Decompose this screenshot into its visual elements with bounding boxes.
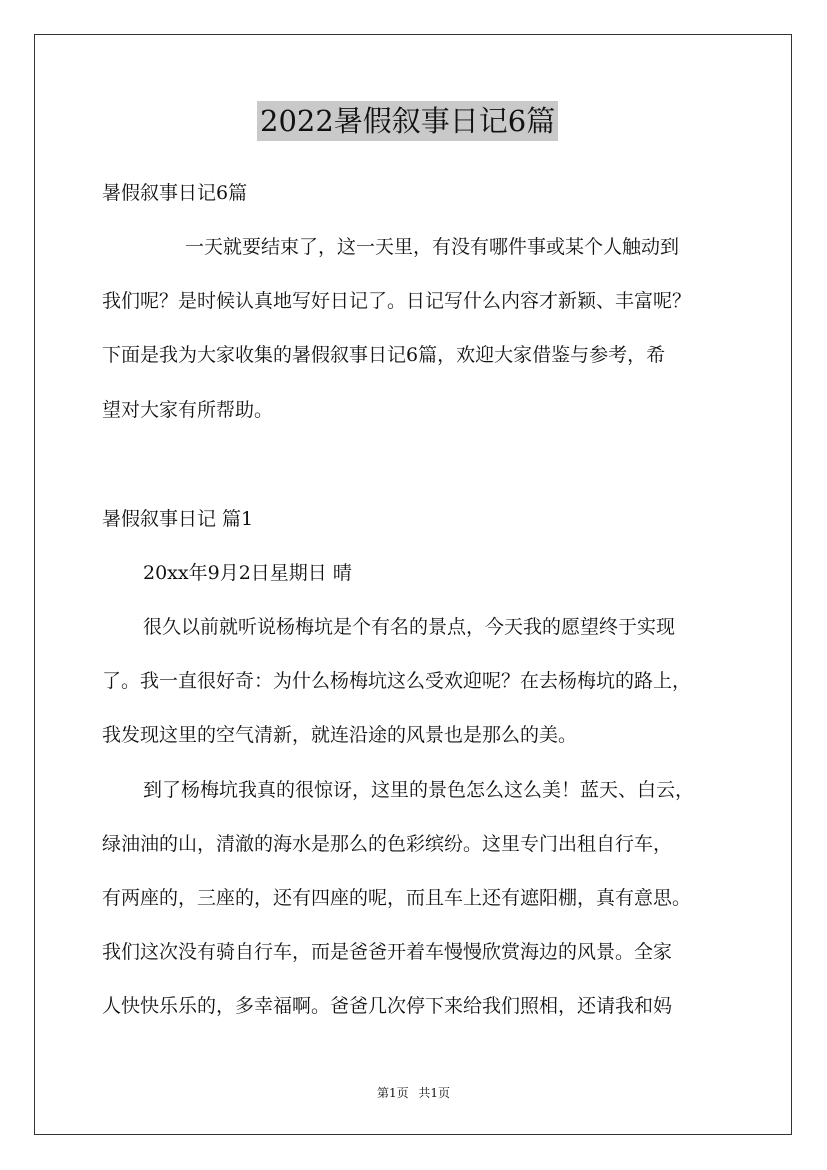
document-title: 2022暑假叙事日记6篇 (257, 101, 558, 141)
paragraph1-line-1: 很久以前就听说杨梅坑是个有名的景点，今天我的愿望终于实现 (143, 616, 676, 638)
paragraph1-line-2: 了。我一直很好奇：为什么杨梅坑这么受欢迎呢？在去杨梅坑的路上， (102, 670, 692, 692)
paragraph2-line-4: 我们这次没有骑自行车，而是爸爸开着车慢慢欣赏海边的风景。全家 (102, 941, 673, 963)
paragraph2-line-3: 有两座的，三座的，还有四座的呢，而且车上还有遮阳棚，真有意思。 (102, 887, 692, 909)
section-heading: 暑假叙事日记 篇1 (102, 508, 254, 530)
intro-line-3: 下面是我为大家收集的暑假叙事日记6篇，欢迎大家借鉴与参考，希 (102, 344, 666, 366)
intro-line-2: 我们呢？是时候认真地写好日记了。日记写什么内容才新颖、丰富呢？ (102, 290, 692, 312)
intro-line-1: 一天就要结束了，这一天里，有没有哪件事或某个人触动到 (185, 236, 680, 258)
paragraph2-line-1: 到了杨梅坑我真的很惊讶，这里的景色怎么这么美！蓝天、白云， (143, 779, 695, 801)
document-subtitle: 暑假叙事日记6篇 (102, 182, 248, 204)
paragraph1-line-3: 我发现这里的空气清新，就连沿途的风景也是那么的美。 (102, 724, 578, 746)
page-footer (0, 1084, 827, 1101)
date-line: 20xx年9月2日星期日 晴 (143, 562, 352, 584)
page-number: 第1页 (376, 1086, 409, 1100)
paragraph2-line-2: 绿油油的山，清澈的海水是那么的色彩缤纷。这里专门出租自行车， (102, 833, 673, 855)
paragraph2-line-5: 人快快乐乐的，多幸福啊。爸爸几次停下来给我们照相，还请我和妈 (102, 995, 673, 1017)
page-total: 共1页 (418, 1086, 451, 1100)
intro-line-4: 望对大家有所帮助。 (102, 399, 274, 421)
